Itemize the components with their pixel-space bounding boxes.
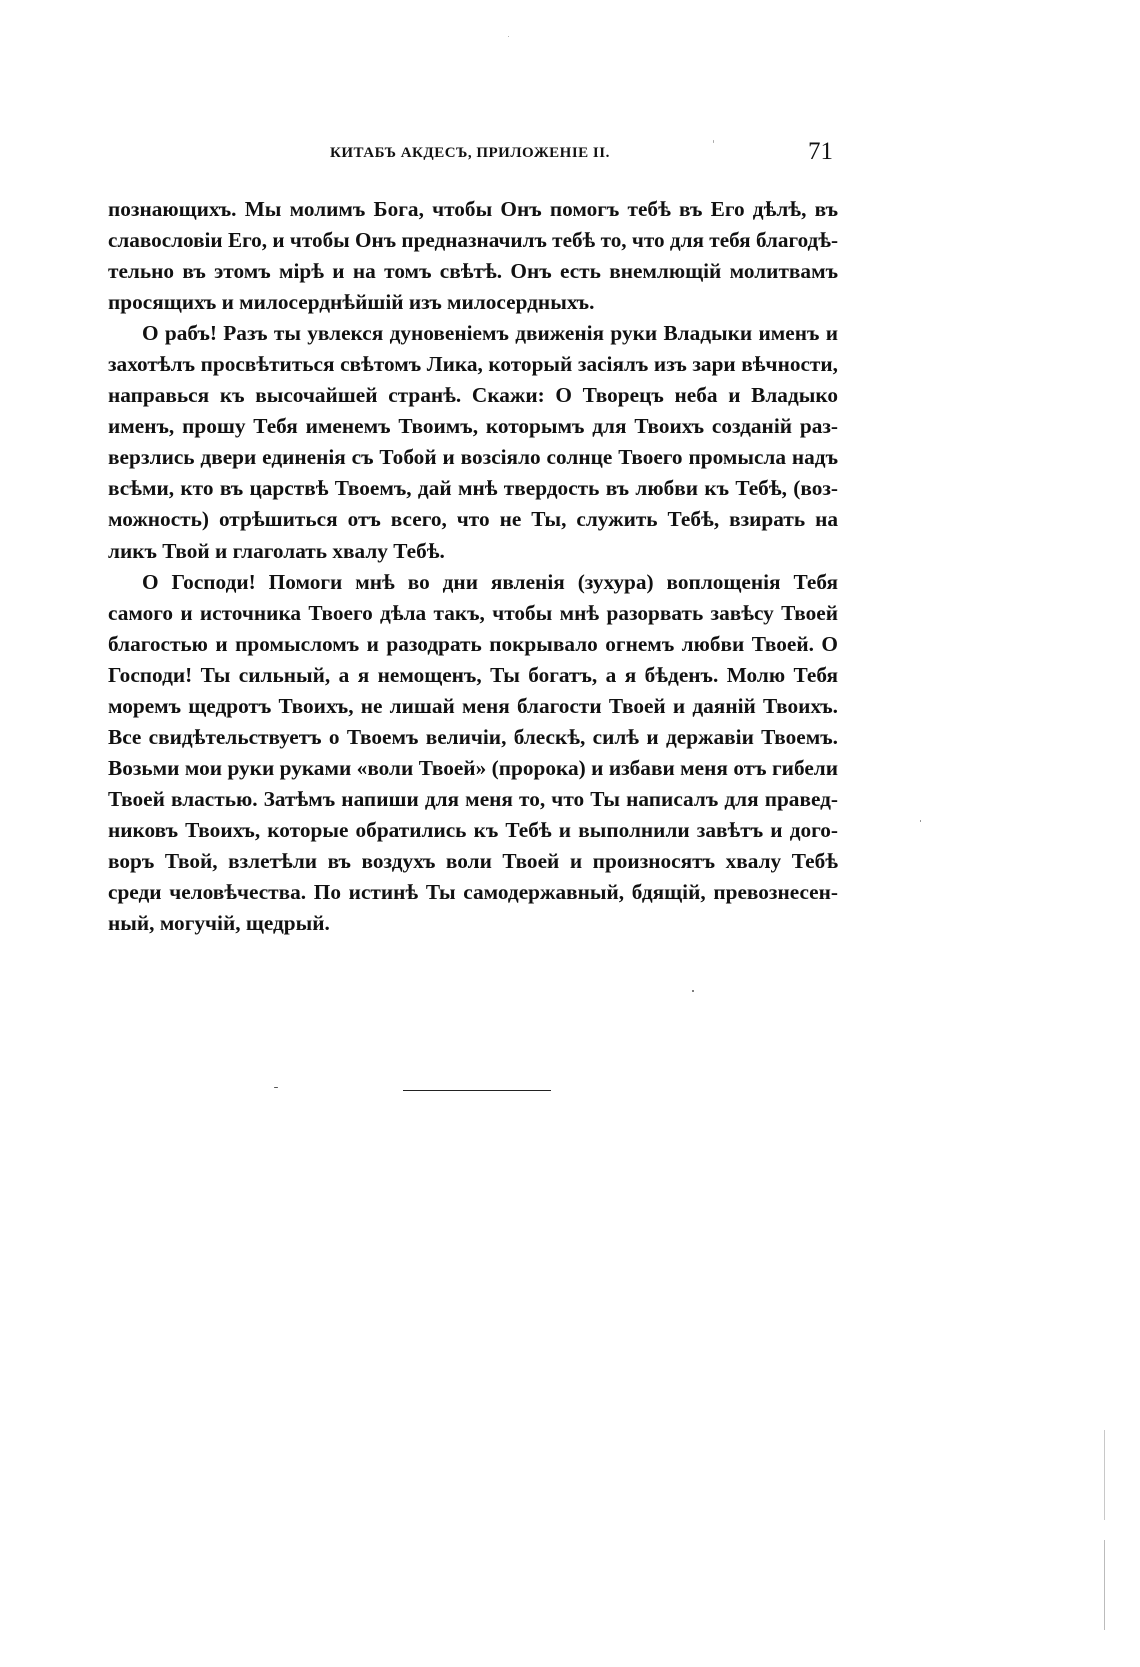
- scan-edge-mark: [1104, 1540, 1105, 1630]
- text-line: славословіи Его, и чтобы Онъ предназначилъ тебѣ то, что для тебя благодѣ-: [108, 228, 839, 253]
- text-line: моремъ щедротъ Твоихъ, не лишай меня благости Твоей и даяній Твоихъ.: [108, 693, 838, 718]
- text-line: захотѣлъ просвѣтиться свѣтомъ Лика, который засіялъ изъ зари вѣчности,: [108, 352, 838, 377]
- paragraph-2: [108, 318, 838, 566]
- text-line: именъ, прошу Тебя именемъ Твоимъ, которымъ для Твоихъ созданій раз-: [108, 414, 838, 439]
- paragraph-3: [108, 567, 838, 940]
- text-line: всѣми, кто въ царствѣ Твоемъ, дай мнѣ твердость въ любви къ Тебѣ, (воз-: [108, 476, 838, 501]
- text-line: Все свидѣтельствуетъ о Твоемъ величіи, блескѣ, силѣ и державіи Твоемъ.: [108, 724, 838, 749]
- body-text: [108, 194, 838, 939]
- scan-speck: [920, 820, 921, 822]
- text-line: можность) отрѣшиться отъ всего, что не Ты, служить Тебѣ, взирать на: [108, 507, 838, 532]
- text-line: познающихъ. Мы молимъ Бога, чтобы Онъ помогъ тебѣ въ Его дѣлѣ, въ: [108, 197, 838, 221]
- scan-speck: [274, 1087, 278, 1088]
- text-line: Господи! Ты сильный, а я немощенъ, Ты богатъ, а я бѣденъ. Молю Тебя: [108, 662, 838, 687]
- page-number: 71: [808, 138, 833, 165]
- end-rule: [403, 1090, 551, 1091]
- text-line: направься къ высочайшей странѣ. Скажи: О Творецъ неба и Владыко: [108, 383, 838, 408]
- text-line: никовъ Твоихъ, которые обратились къ Тебѣ и выполнили завѣтъ и дого-: [108, 817, 838, 842]
- text-line: ный, могучій, щедрый.: [108, 911, 330, 936]
- text-line: благостью и промысломъ и разодрать покрывало огнемъ любви Твоей. О: [108, 631, 838, 656]
- scan-edge-mark: [1104, 1430, 1105, 1520]
- text-line: просящихъ и милосерднѣйшій изъ милосердныхъ.: [108, 290, 595, 315]
- text-line: ликъ Твой и глаголать хвалу Тебѣ.: [108, 538, 445, 563]
- text-line: О Господи! Помоги мнѣ во дни явленія (зухура) воплощенія Тебя: [142, 569, 838, 594]
- paragraph-1: [108, 194, 838, 318]
- text-line: воръ Твой, взлетѣли въ воздухъ воли Твоей и произносятъ хвалу Тебѣ: [108, 848, 838, 873]
- scan-speck: [508, 36, 509, 37]
- text-line: тельно въ этомъ мірѣ и на томъ свѣтѣ. Онъ есть внемлющій молитвамъ: [108, 259, 838, 284]
- text-line: среди человѣчества. По истинѣ Ты самодержавный, бдящій, превознесен-: [108, 880, 838, 905]
- scan-speck: [692, 990, 694, 992]
- scan-speck: [713, 140, 714, 143]
- text-line: верзлись двери единенія съ Тобой и возсіяло солнце Твоего промысла надъ: [108, 445, 838, 470]
- text-line: самого и источника Твоего дѣла такъ, чтобы мнѣ разорвать завѣсу Твоей: [108, 600, 838, 625]
- text-line: О рабъ! Разъ ты увлекся дуновеніемъ движенія руки Владыки именъ и: [142, 321, 838, 346]
- running-title: КИТАБЪ АКДЕСЪ, ПРИЛОЖЕНІЕ II.: [330, 145, 610, 161]
- text-line: Твоей властью. Затѣмъ напиши для меня то, что Ты написалъ для правед-: [108, 786, 838, 811]
- text-line: Возьми мои руки руками «воли Твоей» (пророка) и избави меня отъ гибели: [108, 755, 838, 780]
